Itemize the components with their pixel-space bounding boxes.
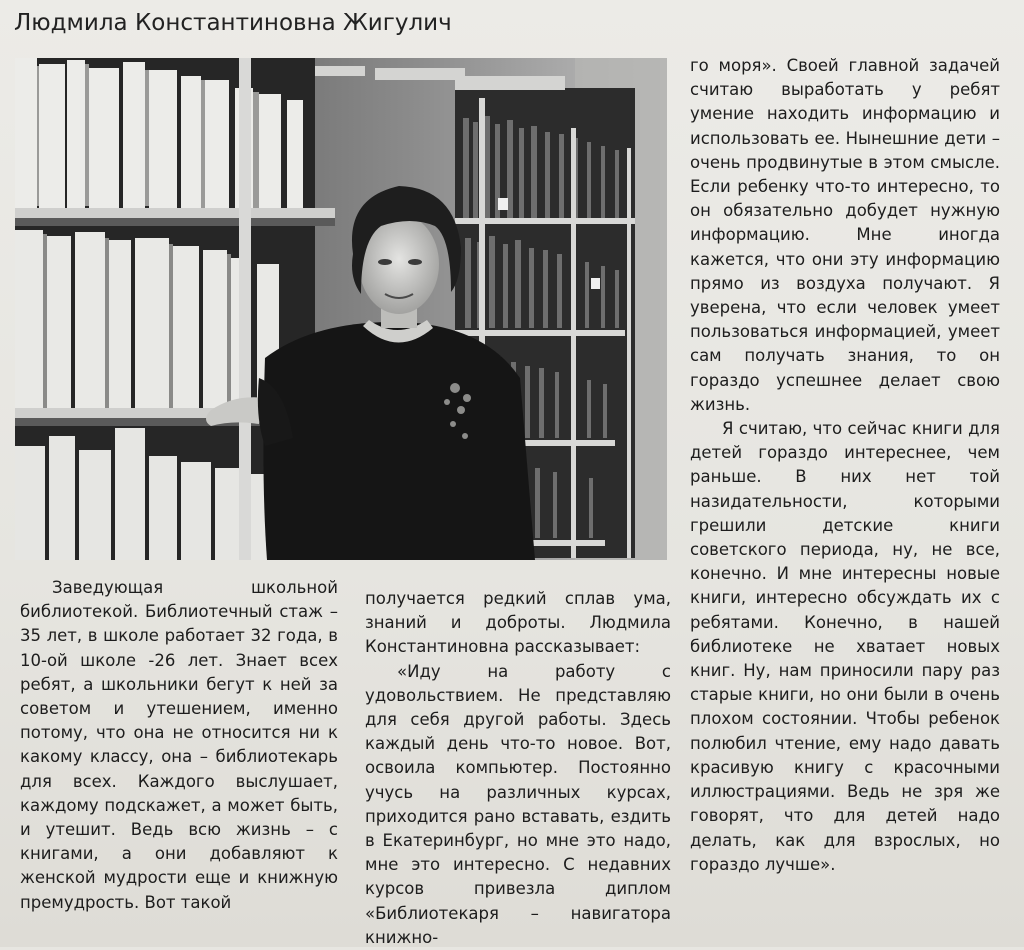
paragraph: Заведующая школьной библиотекой. Библиотечный стаж – 35 лет, в школе работает 32 года, в 10-ой школе -26 лет. Знает всех ребят, а школьники бегут к ней за советом и утешением, именно потому, что она не относится ни к какому классу, она – библиотекарь для всех. Каждого выслушает, каждому подскажет, а может быть, и утешит. Ведь всю жизнь – с книгами, а они добавляют к женской мудрости еще и книжную премудрость. Вот такой — [20, 578, 338, 912]
paragraph: «Иду на работу с удовольствием. Не представляю для себя другой работы. Здесь каждый день что-то новое. Вот, освоила компьютер. Постоянно учусь на различных курсах, приходится рано вставать, ездить в Екатеринбург, но мне это надо, мне это интересно. С недавних курсов привезла диплом «Библиотекаря – навигатора книжно- — [365, 661, 671, 947]
text-column-left — [20, 576, 338, 915]
article-title: Людмила Константиновна Жигулич — [14, 10, 452, 36]
text-column-right — [690, 54, 1000, 877]
photo-illustration — [15, 58, 667, 560]
librarian-photo — [15, 58, 667, 560]
paragraph: получается редкий сплав ума, знаний и доброты. Людмила Константиновна рассказывает: — [365, 589, 671, 657]
paragraph: Я считаю, что сейчас книги для детей гораздо интереснее, чем раньше. В них нет той назидательности, которыми грешили детские книги советского периода, ну, не все, конечно. И мне интересны новые книги, интересно обсуждать их с ребятами. Конечно, в нашей библиотеке не хватает новых книг. Ну, нам приносили пару раз старые книги, но они были в очень плохом состоянии. Чтобы ребенок полюбил чтение, ему надо давать красивую книгу с красочными иллюстрациями. Ведь не зря же говорят, что для детей надо делать, как для взрослых, но гораздо лучше». — [690, 419, 1000, 874]
text-column-middle — [365, 587, 671, 950]
paragraph: го моря». Своей главной задачей считаю выработать у ребят умение находить информацию и использовать ее. Нынешние дети – очень продвинутые в этом смысле. Если ребенку что-то интересно, то он обязательно добудет нужную информацию. Мне иногда кажется, что они эту информацию прямо из воздуха получают. Я уверена, что если человек умеет пользоваться информацией, умеет сам получать знания, то он гораздо успешнее делает свою жизнь. — [690, 56, 1000, 414]
